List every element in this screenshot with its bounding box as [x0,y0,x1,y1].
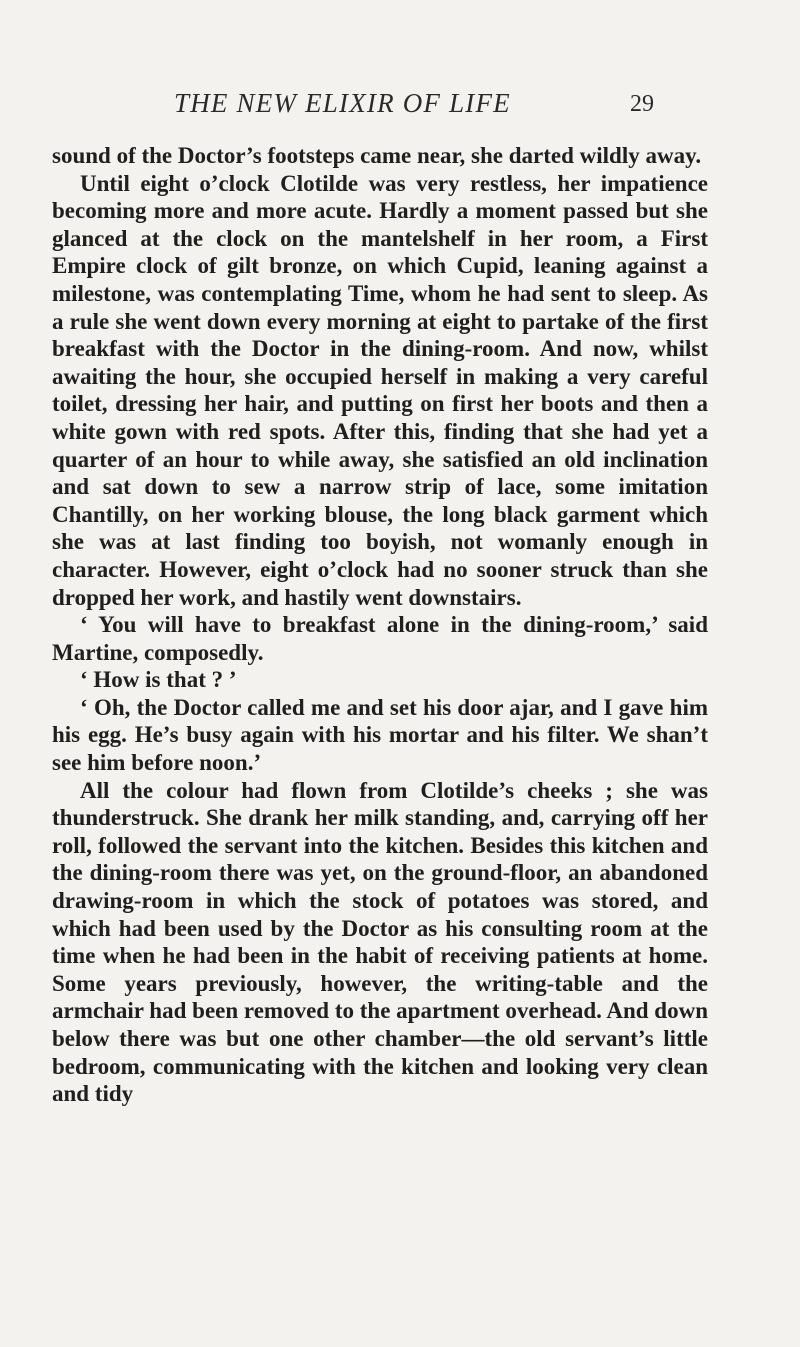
running-head [0,88,800,128]
page-number: 29 [630,91,654,117]
paragraph: ‘ How is that ? ’ [80,667,237,693]
paragraph: ‘ You will have to breakfast alone in the dining-room,’ said Martine, composedly. [52,612,708,665]
paragraph: sound of the Doctor’s footsteps came near, she darted wildly away. [52,143,702,168]
paragraph: Until eight o’clock Clotilde was very restless, her impatience becoming more and more acute. Hardly a moment passed but she glanced at the clock on the mantelshelf in her room, a First Empire clock of gilt bronze, on which Cupid, leaning against a milestone, was contemplating Time, whom he had sent to sleep. As a rule she went down every morning at eight to partake of the first breakfast with the Doctor in the dining-room. And now, whilst awaiting the hour, she occupied herself in making a very careful toilet, dressing her hair, and putting on first her boots and then a white gown with red spots. After this, finding that she had yet a quarter of an hour to while away, she satisfied an old inclination and sat down to sew a narrow strip of lace, some imitation Chantilly, on her working blouse, the long black garment which she was at last finding too boyish, not womanly enough in character. However, eight o’clock had no sooner struck than she dropped her work, and hastily went downstairs. [52,170,708,610]
paragraph: ‘ Oh, the Doctor called me and set his door ajar, and I gave him his egg. He’s busy again with his mortar and his filter. We shan’t see him before noon.’ [52,694,708,776]
paragraph: All the colour had flown from Clotilde’s cheeks ; she was thunderstruck. She drank her milk standing, and, carrying off her roll, followed the servant into the kitchen. Besides this kitchen and the dining-room there was yet, on the ground-floor, an abandoned drawing-room in which the stock of potatoes was stored, and which had been used by the Doctor as his consulting room at the time when he had been in the habit of receiving patients at home. Some years previously, however, the writing-table and the armchair had been removed to the apartment overhead. And down below there was but one other chamber—the old servant’s little bedroom, communicating with the kitchen and looking very clean and tidy [52,777,708,1107]
running-title: THE NEW ELIXIR OF LIFE [174,88,511,118]
body-text [52,142,708,1108]
